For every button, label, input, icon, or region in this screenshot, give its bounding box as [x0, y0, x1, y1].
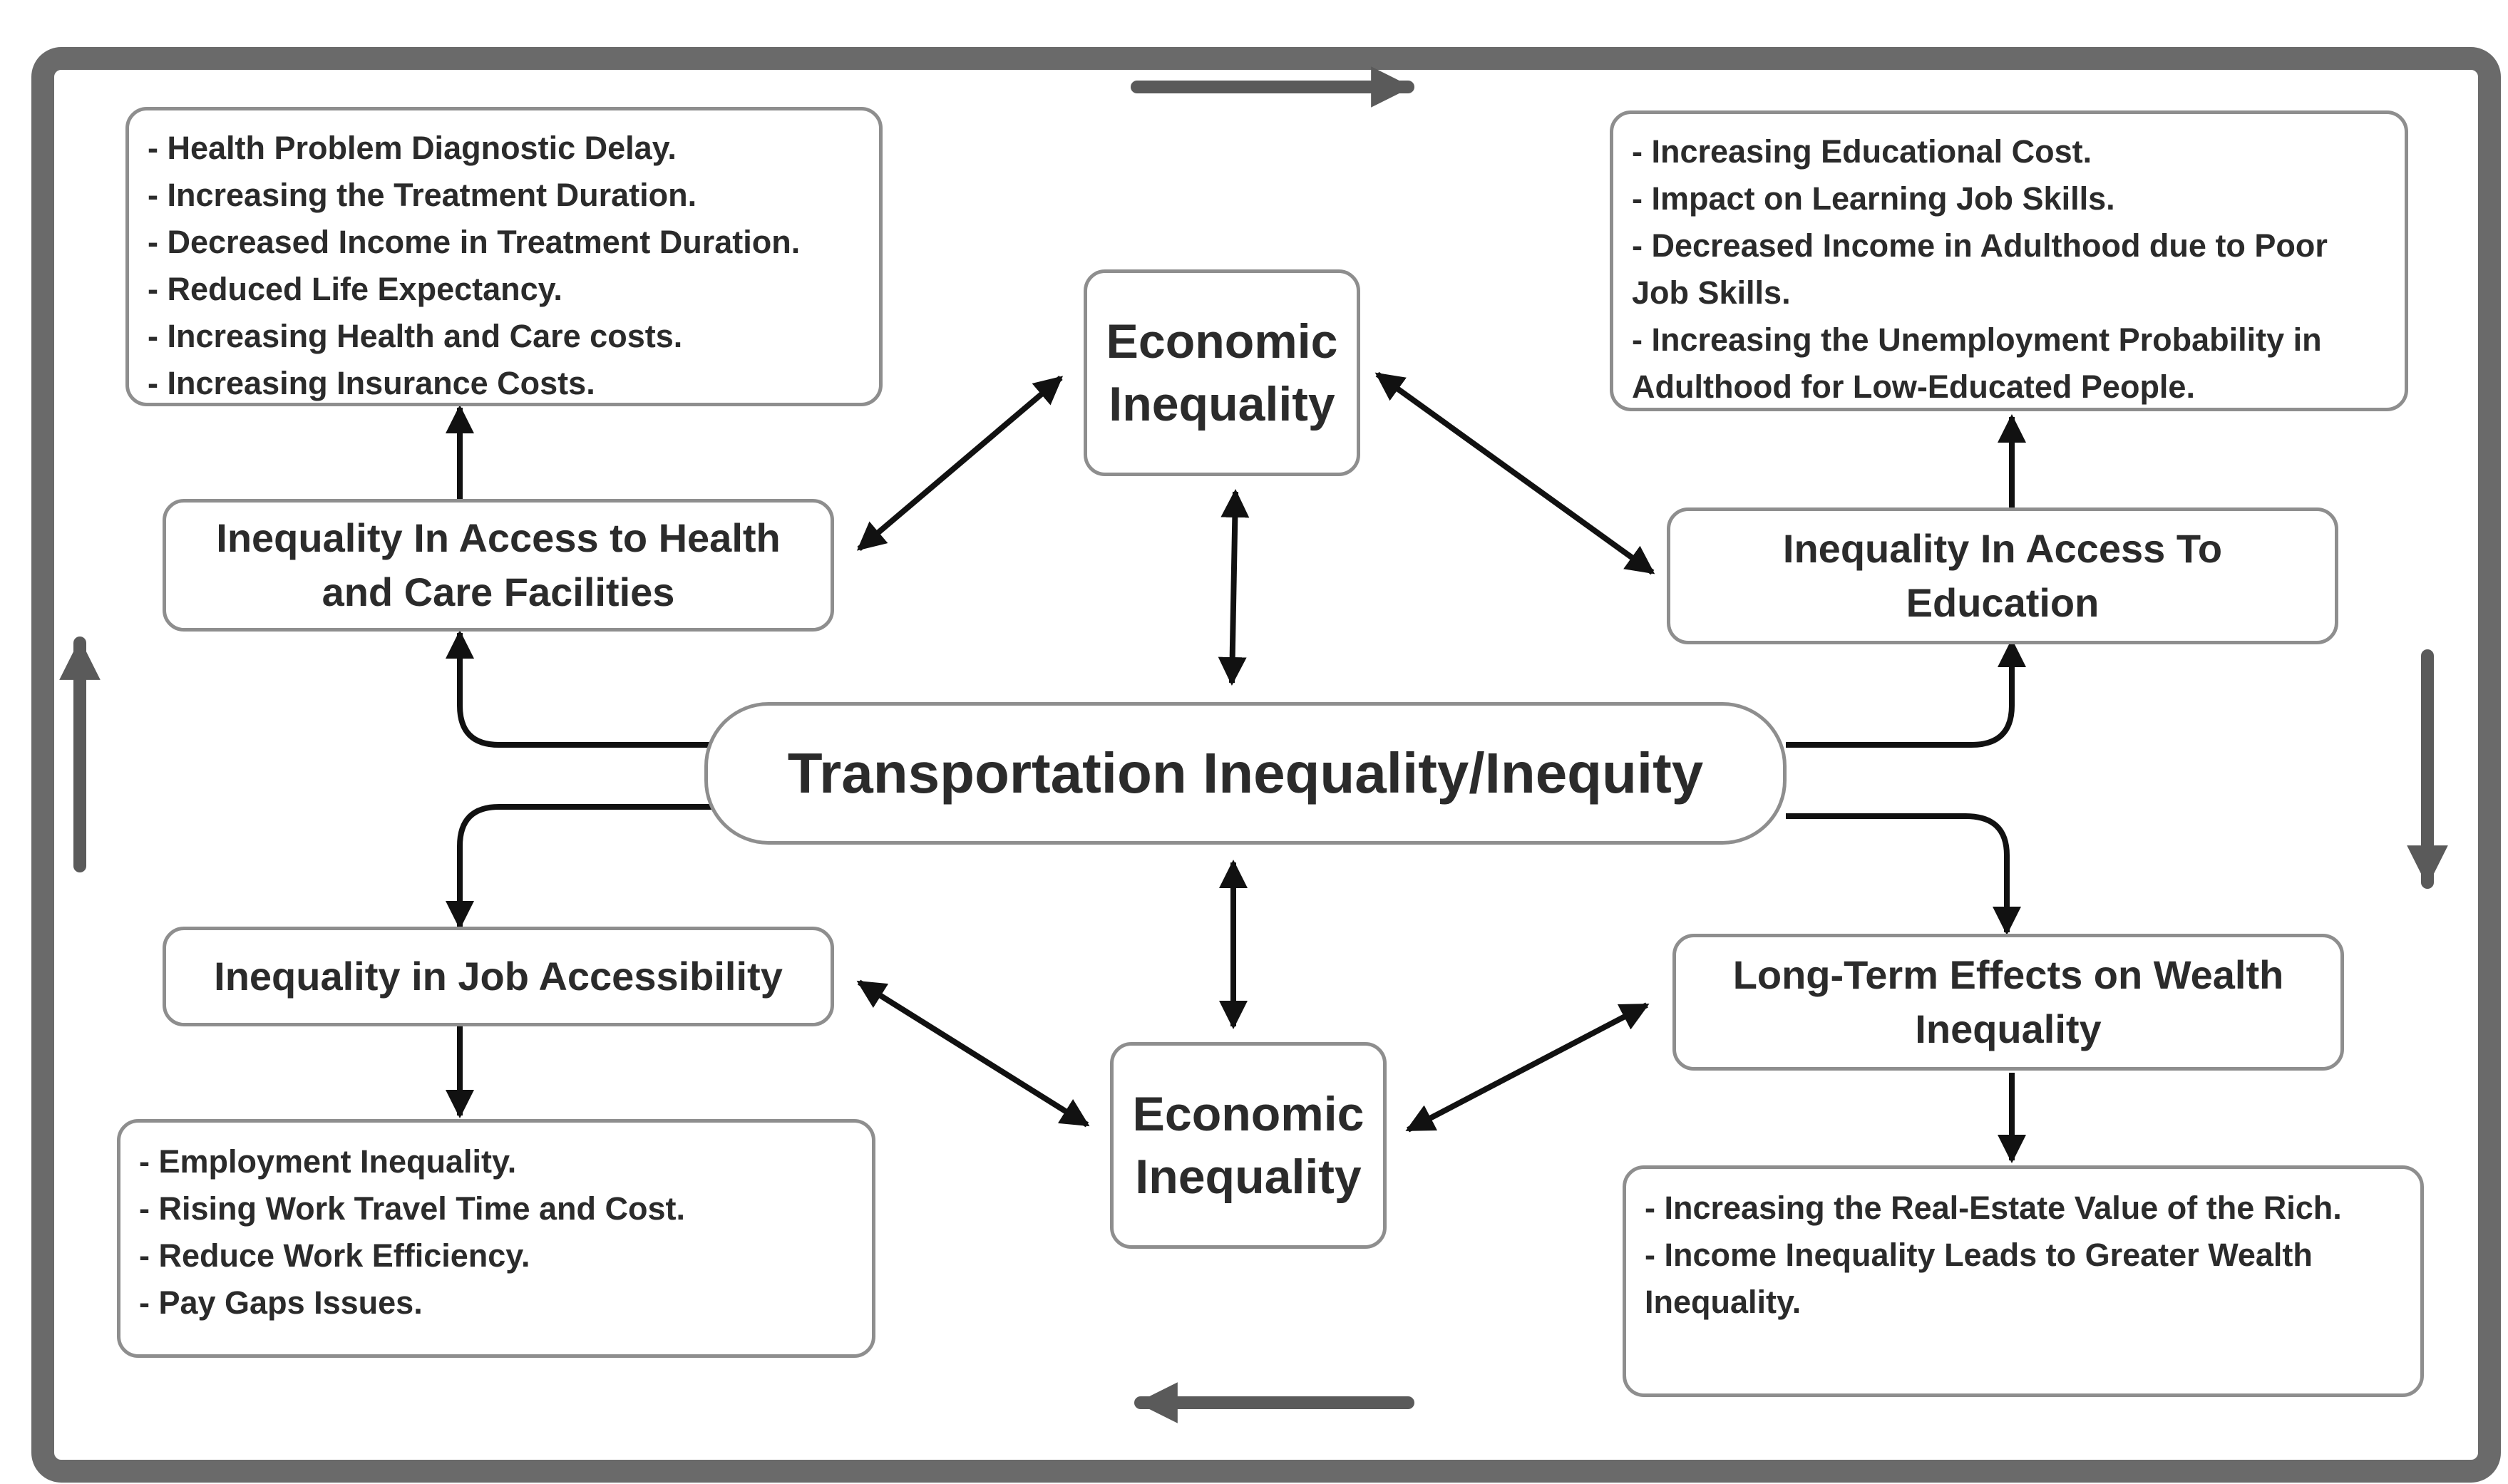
list-item: - Decreased Income in Adulthood due to Poor [1632, 227, 2328, 264]
arrow-economic-bottom-wealth [1408, 1005, 1647, 1130]
list-item: Adulthood for Low-Educated People. [1632, 369, 2195, 405]
list-item: - Employment Inequality. [139, 1143, 517, 1180]
wealth-effects-list [1623, 1165, 2424, 1397]
list-item: - Rising Work Travel Time and Cost. [139, 1190, 686, 1227]
economic-inequality-bottom-node [1110, 1042, 1387, 1249]
arrow-center-to-wealth [1786, 816, 2007, 932]
job-accessibility-label: Inequality in Job Accessibility [214, 954, 783, 999]
arrow-center-to-health [460, 633, 713, 745]
list-item: - Reduce Work Efficiency. [139, 1237, 530, 1274]
list-item: - Increasing Health and Care costs. [148, 318, 683, 354]
job-effects-list [117, 1119, 875, 1358]
list-item: - Increasing the Unemployment Probability in [1632, 321, 2322, 358]
health-access-label: Inequality In Access to Health and Care Facilities [216, 515, 781, 614]
health-effects-list [125, 107, 883, 406]
wealth-effects-label: Long-Term Effects on Wealth Inequality [1732, 952, 2284, 1051]
economic-inequality-top-node [1084, 269, 1360, 476]
list-item: - Decreased Income in Treatment Duration. [148, 224, 801, 260]
arrow-economic-top-center [1232, 492, 1235, 683]
wealth-effects-node [1672, 934, 2344, 1071]
transportation-inequality-center-node [704, 702, 1787, 845]
education-access-label: Inequality In Access To Education [1782, 526, 2223, 625]
list-item: - Increasing Insurance Costs. [148, 365, 595, 401]
list-item: Job Skills. [1632, 274, 1791, 311]
list-item: - Impact on Learning Job Skills. [1632, 180, 2115, 217]
job-accessibility-node [163, 927, 834, 1026]
education-access-node [1667, 507, 2338, 644]
list-item: - Health Problem Diagnostic Delay. [148, 130, 677, 166]
transportation-inequality-label: Transportation Inequality/Inequity [787, 741, 1704, 805]
list-item: - Increasing the Treatment Duration. [148, 177, 697, 213]
list-item: - Pay Gaps Issues. [139, 1284, 423, 1321]
list-item: Inequality. [1645, 1284, 1802, 1320]
arrow-economic-top-education [1377, 374, 1653, 572]
list-item: - Income Inequality Leads to Greater Wealth [1645, 1237, 2313, 1273]
economic-inequality-bottom-label: Economic Inequality [1132, 1086, 1365, 1204]
list-item: - Increasing the Real-Estate Value of the Rich. [1645, 1190, 2342, 1226]
arrow-center-to-education [1786, 641, 2012, 745]
health-access-node [163, 499, 834, 632]
arrow-center-to-job [460, 807, 713, 927]
arrow-health-economic-top [859, 378, 1061, 549]
arrow-job-economic-bottom [859, 982, 1087, 1125]
list-item: - Increasing Educational Cost. [1632, 133, 2092, 170]
list-item: - Reduced Life Expectancy. [148, 271, 562, 307]
economic-inequality-top-label: Economic Inequality [1106, 314, 1338, 431]
education-effects-list [1610, 110, 2408, 411]
